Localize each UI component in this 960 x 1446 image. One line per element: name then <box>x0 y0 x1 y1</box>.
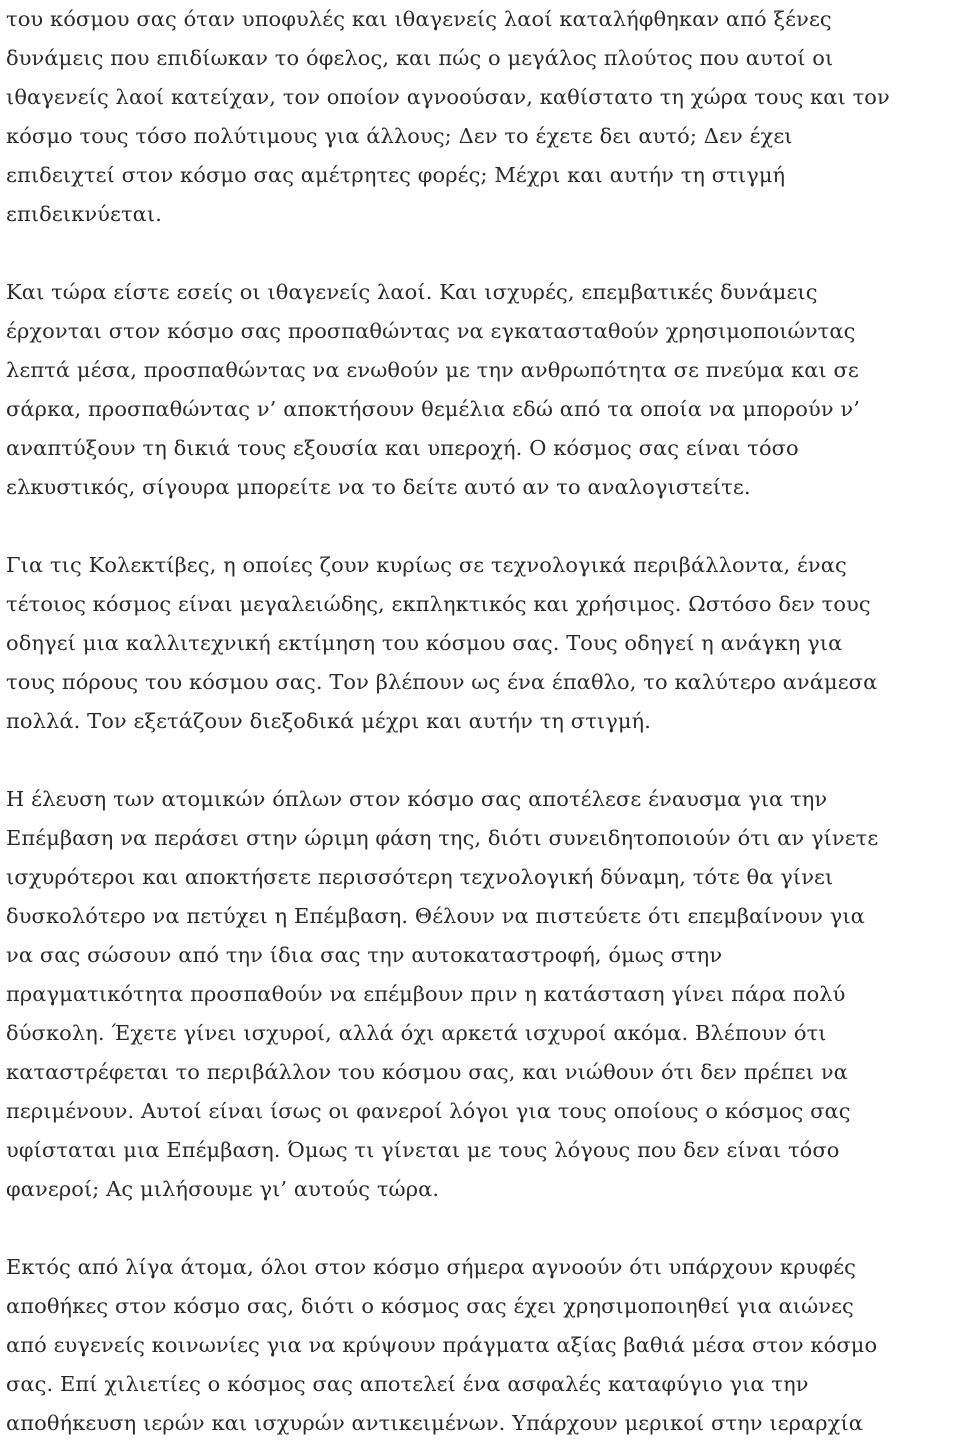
text-line: πραγματικότητα προσπαθούν να επέμβουν πριν η κατάσταση γίνει πάρα πολύ <box>6 982 846 1006</box>
document-page <box>6 0 954 1443</box>
text-line: Για τις Κολεκτίβες, η οποίες ζουν κυρίως σε τεχνολογικά περιβάλλοντα, ένας <box>6 553 847 577</box>
text-line: να σας σώσουν από την ίδια σας την αυτοκαταστροφή, όμως στην <box>6 943 723 967</box>
text-line: περιμένουν. Αυτοί είναι ίσως οι φανεροί λόγοι για τους οποίους ο κόσμος σας <box>6 1099 851 1123</box>
text-line: λεπτά μέσα, προσπαθώντας να ενωθούν με την ανθρωπότητα σε πνεύμα και σε <box>6 358 859 382</box>
text-line: Η έλευση των ατομικών όπλων στον κόσμο σας αποτέλεσε έναυσμα για την <box>6 787 828 811</box>
text-line: δυσκολότερο να πετύχει η Επέμβαση. Θέλουν να πιστεύετε ότι επεμβαίνουν για <box>6 904 865 928</box>
text-line: επιδειχτεί στον κόσμο σας αμέτρητες φορές; Μέχρι και αυτήν τη στιγμή <box>6 163 786 187</box>
text-line: ιθαγενείς λαοί κατείχαν, τον οποίον αγνοούσαν, καθίστατο τη χώρα τους και τον <box>6 85 890 109</box>
text-line: οδηγεί μια καλλιτεχνική εκτίμηση του κόσμου σας. Τους οδηγεί η ανάγκη για <box>6 631 843 655</box>
text-line: τέτοιος κόσμος είναι μεγαλειώδης, εκπληκτικός και χρήσιμος. Ωστόσο δεν τους <box>6 592 871 616</box>
text-line: υφίσταται μια Επέμβαση. Όμως τι γίνεται με τους λόγους που δεν είναι τόσο <box>6 1138 840 1162</box>
text-line: Εκτός από λίγα άτομα, όλοι στον κόσμο σήμερα αγνοούν ότι υπάρχουν κρυφές <box>6 1255 857 1279</box>
paragraph-3 <box>6 546 954 741</box>
text-line: επιδεικνύεται. <box>6 202 162 226</box>
text-line: καταστρέφεται το περιβάλλον του κόσμου σας, και νιώθουν ότι δεν πρέπει να <box>6 1060 848 1084</box>
paragraph-1 <box>6 0 954 234</box>
text-line: κόσμο τους τόσο πολύτιμους για άλλους; Δεν το έχετε δει αυτό; Δεν έχει <box>6 124 793 148</box>
text-line: ελκυστικός, σίγουρα μπορείτε να το δείτε αυτό αν το αναλογιστείτε. <box>6 475 751 499</box>
text-line: από ευγενείς κοινωνίες για να κρύψουν πράγματα αξίας βαθιά μέσα στον κόσμο <box>6 1333 878 1357</box>
paragraph-2 <box>6 273 954 507</box>
text-line: αναπτύξουν τη δικιά τους εξουσία και υπεροχή. Ο κόσμος σας είναι τόσο <box>6 436 799 460</box>
text-line: αποθήκευση ιερών και ισχυρών αντικειμένων. Υπάρχουν μερικοί στην ιεραρχία <box>6 1411 864 1435</box>
text-line: ισχυρότεροι και αποκτήσετε περισσότερη τεχνολογική δύναμη, τότε θα γίνει <box>6 865 834 889</box>
text-line: αποθήκες στον κόσμο σας, διότι ο κόσμος σας έχει χρησιμοποιηθεί για αιώνες <box>6 1294 854 1318</box>
paragraph-4 <box>6 780 954 1209</box>
paragraph-spacer <box>6 234 954 273</box>
text-line: έρχονται στον κόσμο σας προσπαθώντας να εγκατασταθούν χρησιμοποιώντας <box>6 319 856 343</box>
paragraph-spacer <box>6 1209 954 1248</box>
text-line: σάρκα, προσπαθώντας ν’ αποκτήσουν θεμέλια εδώ από τα οποία να μπορούν ν’ <box>6 397 861 421</box>
text-line: δυνάμεις που επιδίωκαν το όφελος, και πώς ο μεγάλος πλούτος που αυτοί οι <box>6 46 834 70</box>
text-line: Επέμβαση να περάσει στην ώριμη φάση της, διότι συνειδητοποιούν ότι αν γίνετε <box>6 826 879 850</box>
text-line: Και τώρα είστε εσείς οι ιθαγενείς λαοί. Και ισχυρές, επεμβατικές δυνάμεις <box>6 280 818 304</box>
text-line: πολλά. Τον εξετάζουν διεξοδικά μέχρι και αυτήν τη στιγμή. <box>6 709 651 733</box>
text-line: φανεροί; Ας μιλήσουμε γι’ αυτούς τώρα. <box>6 1177 440 1201</box>
paragraph-spacer <box>6 741 954 780</box>
text-line: του κόσμου σας όταν υποφυλές και ιθαγενείς λαοί καταλήφθηκαν από ξένες <box>6 7 832 31</box>
text-line: τους πόρους του κόσμου σας. Τον βλέπουν ως ένα έπαθλο, το καλύτερο ανάμεσα <box>6 670 878 694</box>
paragraph-5 <box>6 1248 954 1443</box>
text-line: σας. Επί χιλιετίες ο κόσμος σας αποτελεί ένα ασφαλές καταφύγιο για την <box>6 1372 809 1396</box>
text-line: δύσκολη. Έχετε γίνει ισχυροί, αλλά όχι αρκετά ισχυροί ακόμα. Βλέπουν ότι <box>6 1021 827 1045</box>
paragraph-spacer <box>6 507 954 546</box>
